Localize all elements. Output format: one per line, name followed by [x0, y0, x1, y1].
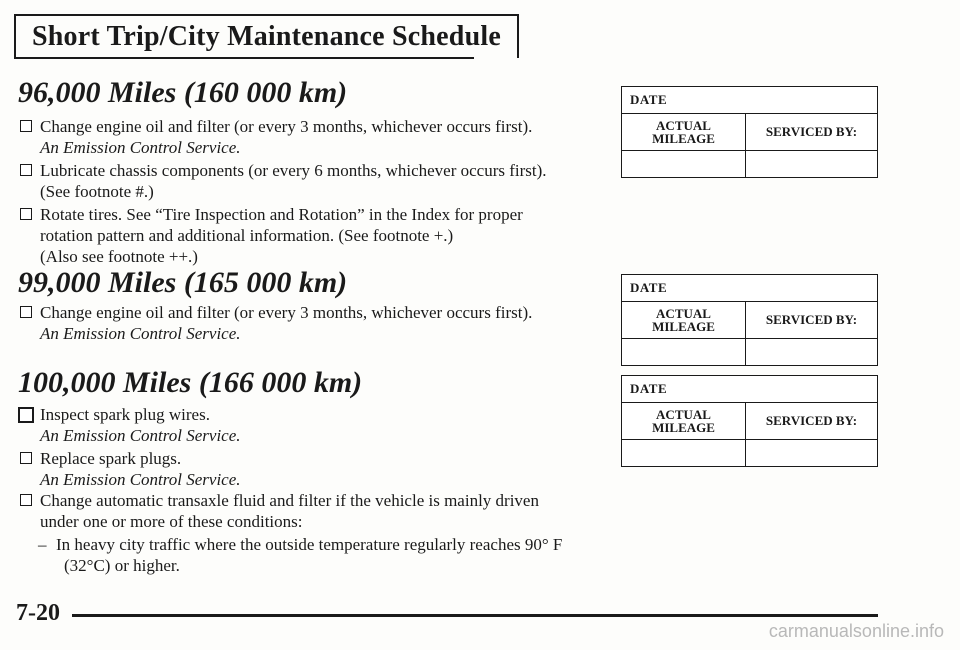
page-number: 7-20 — [16, 600, 60, 626]
date-label: DATE — [630, 381, 668, 396]
checkbox-icon[interactable] — [20, 494, 32, 506]
actual-mileage-label: ACTUAL MILEAGE — [622, 114, 746, 150]
serviced-by-label: SERVICED BY: — [765, 413, 858, 428]
serviced-by-label: SERVICED BY: — [765, 124, 858, 139]
checkbox-icon[interactable] — [20, 120, 32, 132]
checkbox-icon[interactable] — [20, 306, 32, 318]
checklist-item — [18, 404, 598, 446]
footer-rule — [72, 614, 878, 617]
checklist-item — [18, 204, 598, 267]
date-row[interactable] — [622, 275, 877, 301]
date-label: DATE — [630, 280, 668, 295]
mileage-entry-cell[interactable] — [622, 440, 746, 466]
service-log-table — [621, 86, 878, 178]
title-underline — [14, 57, 474, 59]
item-note: An Emission Control Service. — [40, 324, 241, 343]
item-text-continued: under one or more of these conditions: — [40, 512, 303, 531]
page-title: Short Trip/City Maintenance Schedule — [14, 14, 519, 58]
item-text: Change engine oil and filter (or every 3 months, whichever occurs first). — [40, 303, 533, 322]
date-row[interactable] — [622, 87, 877, 113]
section-title-96000: 96,000 Miles (160 000 km) — [18, 76, 348, 109]
checklist-item — [18, 448, 598, 490]
checklist-item — [18, 490, 598, 532]
actual-mileage-label: ACTUAL MILEAGE — [622, 403, 746, 439]
checkbox-icon[interactable] — [18, 407, 34, 423]
item-text: Lubricate chassis components (or every 6 months, whichever occurs first). — [40, 161, 547, 180]
watermark: carmanualsonline.info — [768, 621, 944, 641]
condition-subitem — [38, 534, 638, 576]
item-text: Change automatic transaxle fluid and filter if the vehicle is mainly driven — [40, 491, 539, 510]
item-text: Inspect spark plug wires. — [40, 405, 210, 424]
subitem-text-continued: (32°C) or higher. — [64, 556, 180, 575]
item-text: Replace spark plugs. — [40, 449, 182, 468]
serviced-by-entry-cell[interactable] — [746, 151, 877, 177]
checklist-item — [18, 160, 598, 202]
date-label: DATE — [630, 92, 668, 107]
item-note: An Emission Control Service. — [40, 138, 241, 157]
checklist-item — [18, 116, 598, 158]
item-note: An Emission Control Service. — [40, 426, 241, 445]
serviced-by-entry-cell[interactable] — [746, 440, 877, 466]
item-note: An Emission Control Service. — [40, 470, 241, 489]
checklist-item — [18, 302, 598, 344]
checkbox-icon[interactable] — [20, 208, 32, 220]
section-title-100000: 100,000 Miles (166 000 km) — [18, 366, 363, 399]
checkbox-icon[interactable] — [20, 452, 32, 464]
subitem-text: In heavy city traffic where the outside temperature regularly reaches 90° F — [56, 535, 563, 554]
checkbox-icon[interactable] — [20, 164, 32, 176]
service-log-table — [621, 375, 878, 467]
dash-bullet: – — [38, 535, 47, 554]
item-text-continued: (Also see footnote ++.) — [40, 247, 198, 266]
serviced-by-entry-cell[interactable] — [746, 339, 877, 365]
mileage-entry-cell[interactable] — [622, 151, 746, 177]
mileage-entry-cell[interactable] — [622, 339, 746, 365]
serviced-by-label: SERVICED BY: — [765, 312, 858, 327]
date-row[interactable] — [622, 376, 877, 402]
section-title-99000: 99,000 Miles (165 000 km) — [18, 266, 348, 299]
service-log-table — [621, 274, 878, 366]
item-text-continued: (See footnote #.) — [40, 182, 154, 201]
item-text-continued: rotation pattern and additional information. (See footnote +.) — [40, 226, 454, 245]
actual-mileage-label: ACTUAL MILEAGE — [622, 302, 746, 338]
item-text: Rotate tires. See “Tire Inspection and Rotation” in the Index for proper — [40, 205, 523, 224]
item-text: Change engine oil and filter (or every 3 months, whichever occurs first). — [40, 117, 533, 136]
